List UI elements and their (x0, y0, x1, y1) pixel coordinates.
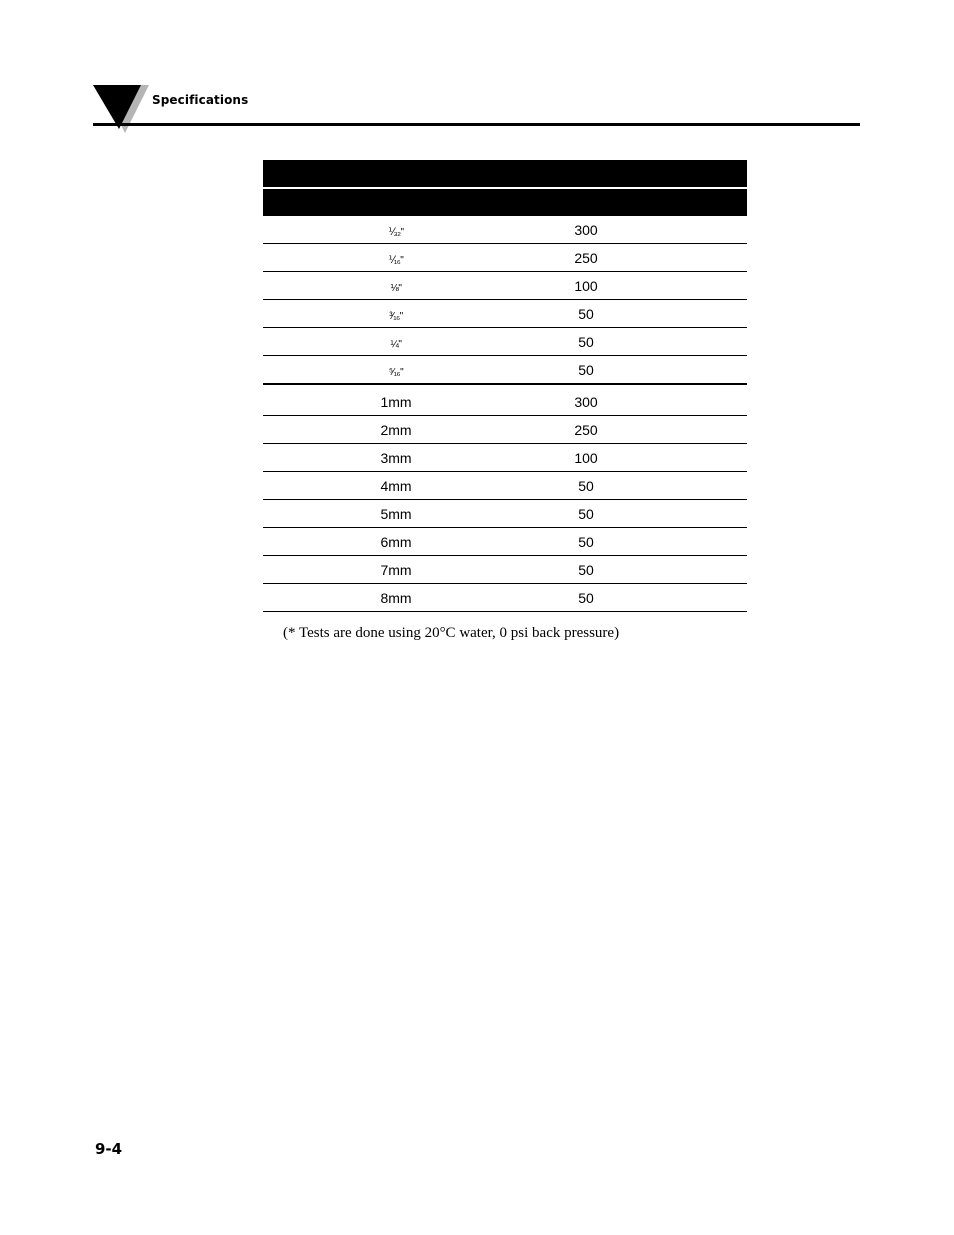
table-row (263, 584, 747, 612)
section-title: Specifications (152, 93, 249, 107)
table-row (263, 328, 747, 356)
header-rule (93, 123, 860, 126)
flow-rate-cell: 50 (578, 505, 594, 522)
flow-rate-cell: 50 (578, 361, 594, 378)
table-row (263, 444, 747, 472)
tubing-size-cell: 6mm (380, 533, 412, 550)
tubing-size-cell (263, 334, 529, 350)
flow-rate-cell: 50 (578, 305, 594, 322)
tubing-size-cell: 2mm (380, 421, 412, 438)
flow-rate-cell: 50 (578, 333, 594, 350)
flow-rate-cell: 50 (578, 533, 594, 550)
tubing-size-cell (263, 222, 529, 238)
tubing-size-value: ⁵⁄₁₆" (388, 366, 404, 378)
table-row (263, 500, 747, 528)
flow-rate-cell: 250 (574, 249, 598, 266)
tubing-size-cell: 5mm (380, 505, 412, 522)
flow-rate-cell: 300 (574, 394, 598, 410)
flow-rate-cell: 100 (574, 449, 598, 466)
flow-rate-cell: 100 (574, 277, 598, 294)
table-row (263, 384, 747, 416)
tubing-size-cell: 4mm (380, 477, 412, 494)
tubing-size-cell: 7mm (380, 561, 412, 578)
table-row (263, 272, 747, 300)
tubing-size-cell (263, 306, 529, 322)
flow-rate-cell: 50 (578, 589, 594, 606)
table-row (263, 556, 747, 584)
table-row (263, 216, 747, 244)
flow-rate-cell: 50 (578, 477, 594, 494)
page-number: 9-4 (95, 1140, 123, 1158)
manual-logo-triangle (93, 85, 149, 135)
tubing-size-cell: 3mm (380, 449, 412, 466)
table-footnote: (* Tests are done using 20°C water, 0 psi back pressure) (283, 625, 620, 641)
table-header-bar (263, 189, 747, 216)
flow-rate-cell: 50 (578, 561, 594, 578)
flow-rate-table (263, 160, 747, 612)
flow-rate-cell: 250 (574, 421, 598, 438)
table-row (263, 528, 747, 556)
flow-rate-cell: 300 (574, 221, 598, 238)
table-row (263, 356, 747, 384)
table-title-bar (263, 160, 747, 187)
tubing-size-value: ¼" (390, 338, 402, 350)
tubing-size-cell (263, 278, 529, 294)
tubing-size-cell: 8mm (380, 589, 412, 606)
table-row (263, 416, 747, 444)
tubing-size-cell: 1mm (380, 394, 412, 410)
tubing-size-value: ⅟₁₆" (388, 254, 404, 266)
tubing-size-value: ³⁄₁₆" (389, 310, 403, 322)
table-row (263, 244, 747, 272)
tubing-size-cell (263, 362, 529, 378)
table-row (263, 300, 747, 328)
tubing-size-value: ⅛" (390, 282, 402, 294)
table-row (263, 472, 747, 500)
tubing-size-value: ⅟₃₂" (388, 226, 404, 238)
tubing-size-cell (263, 250, 529, 266)
